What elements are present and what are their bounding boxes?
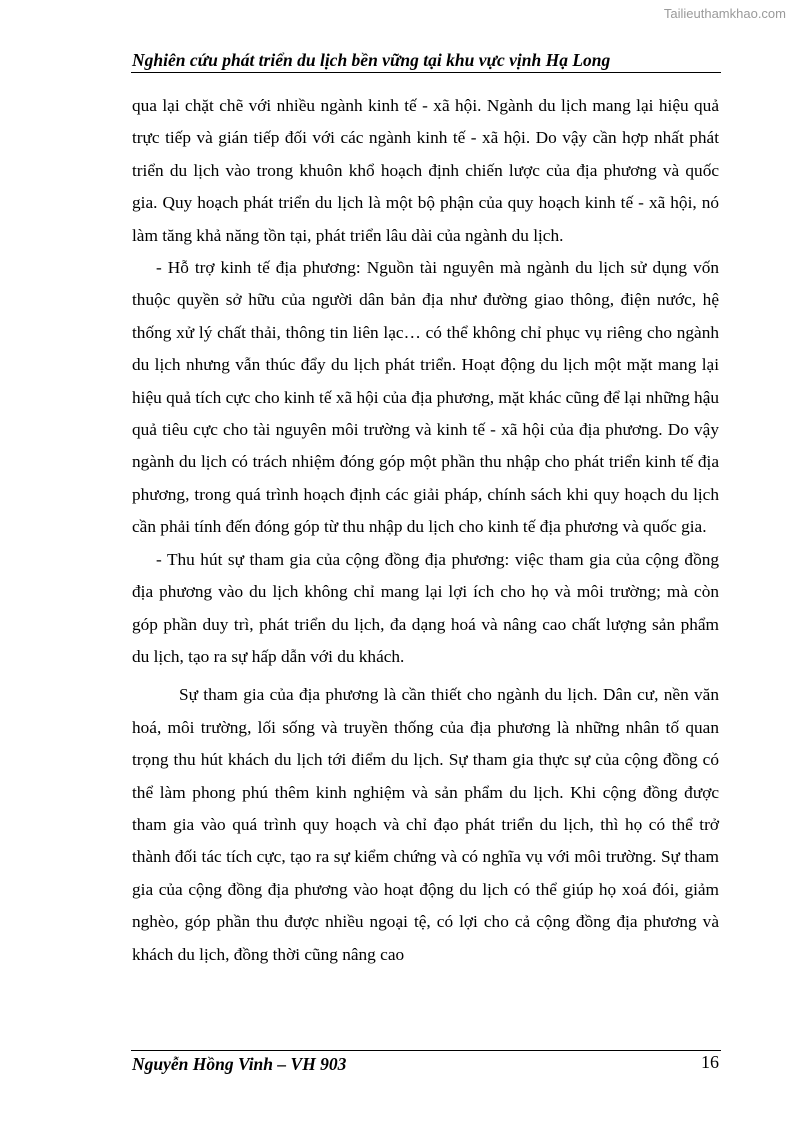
footer-author: Nguyễn Hồng Vinh – VH 903 <box>132 1054 347 1074</box>
body-paragraph-community-participation: - Thu hút sự tham gia của cộng đồng địa phương: việc tham gia của cộng đồng địa phương vào du lịch không chỉ mang lại lợi ích cho họ và môi trường; mà còn góp phần duy trì, phát triển du lịch, đa dạng hoá và nâng cao chất lượng sản phẩm du lịch, tạo ra sự hấp dẫn với du khách. <box>132 549 719 666</box>
running-header-title: Nghiên cứu phát triển du lịch bền vững tại khu vực vịnh Hạ Long <box>132 50 611 70</box>
header-divider <box>131 72 721 73</box>
page-number: 16 <box>701 1052 719 1072</box>
body-paragraph-continuation: qua lại chặt chẽ với nhiều ngành kinh tế - xã hội. Ngành du lịch mang lại hiệu quả trực tiếp và gián tiếp đối với các ngành kinh tế - xã hội. Do vậy cần hợp nhất phát triển du lịch vào trong khuôn khổ hoạch định chiến lược của địa phương và quốc gia. Quy hoạch phát triển du lịch là một bộ phận của quy hoạch kinh tế - xã hội, nó làm tăng khả năng tồn tại, phát triển lâu dài của ngành du lịch. <box>132 96 719 245</box>
watermark-text: Tailieuthamkhao.com <box>663 6 786 21</box>
footer-divider <box>131 1050 721 1051</box>
document-body <box>132 90 719 971</box>
body-paragraph-local-participation: Sự tham gia của địa phương là cần thiết cho ngành du lịch. Dân cư, nền văn hoá, môi trường, lối sống và truyền thống của địa phương là những nhân tố quan trọng thu hút khách du lịch tới điểm du lịch. Sự tham gia thực sự của cộng đồng có thể làm phong phú thêm kinh nghiệm và sản phẩm du lịch. Khi cộng đồng được tham gia vào quá trình quy hoạch và chỉ đạo phát triển du lịch, thì họ có thể trở thành đối tác tích cực, tạo ra sự kiểm chứng và có nghĩa vụ với môi trường. Sự tham gia của cộng đồng địa phương vào hoạt động du lịch có thể giúp họ xoá đói, giảm nghèo, góp phần thu được nhiều ngoại tệ, có lợi cho cả cộng đồng địa phương và khách du lịch, đồng thời cũng nâng cao <box>132 685 719 964</box>
body-paragraph-local-economy: - Hỗ trợ kinh tế địa phương: Nguồn tài nguyên mà ngành du lịch sử dụng vốn thuộc quyền sở hữu của người dân bản địa như đường giao thông, điện nước, hệ thống xử lý chất thải, thông tin liên lạc… có thể không chỉ phục vụ riêng cho ngành du lịch nhưng vẫn thúc đẩy du lịch phát triển. Hoạt động du lịch một mặt mang lại hiệu quả tích cực cho kinh tế xã hội của địa phương, mặt khác cũng để lại những hậu quả tiêu cực cho tài nguyên môi trường và kinh tế - xã hội của địa phương. Do vậy ngành du lịch có trách nhiệm đóng góp một phần thu nhập cho phát triển kinh tế địa phương, trong quá trình hoạch định các giải pháp, chính sách khi quy hoạch du lịch cần phải tính đến đóng góp từ thu nhập du lịch cho kinh tế địa phương và quốc gia. <box>132 258 719 537</box>
